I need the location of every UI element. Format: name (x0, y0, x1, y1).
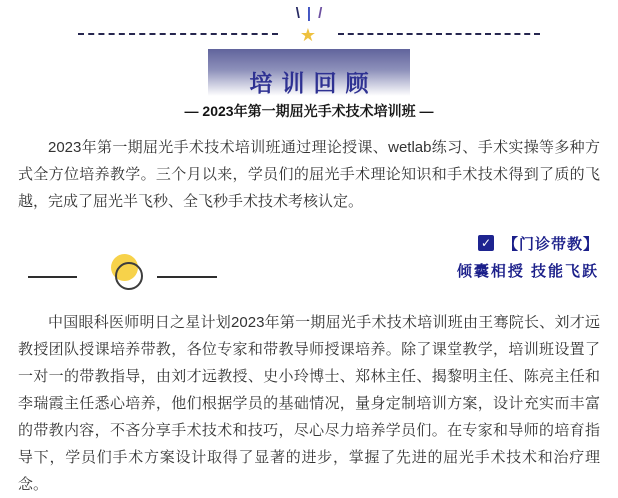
decoration-line-left (28, 276, 77, 278)
clinic-slogan: 倾囊相授 技能飞跃 (456, 263, 599, 280)
clinic-tag-row (457, 233, 599, 253)
clinic-tag-label: 【门诊带教】 (502, 235, 599, 253)
intro-paragraph: 2023年第一期屈光手术技术培训班通过理论授课、wetlab练习、手术实操等多种方式全方位培养教学。三个月以来，学员们的屈光手术理论知识和手术技术得到了质的飞越，完成了屈光半飞秒、全飞秒手术技术考核认定。 (18, 139, 600, 210)
ring-circle-icon (115, 262, 143, 290)
page-title: 培训回顾 (249, 69, 378, 96)
clinic-teaching-band (0, 231, 618, 297)
dashed-line-right (338, 33, 540, 35)
detail-paragraph: 中国眼科医师明日之星计划2023年第一期屈光手术技术培训班由王骞院长、刘才远教授团队授课培养带教，各位专家和带教导师授课培养。除了课堂教学，培训班设置了一对一的带教指导，由刘才远教授、史小玲博士、郑林主任、揭黎明主任、陈亮主任和李瑞霞主任悉心培养，他们根据学员的基础情况，量身定制培训方案，设计充实而丰富的带教内容，不吝分享手术技术和技巧，尽心尽力培养学员们。在专家和导师的培育指导下，学员们手术方案设计取得了显著的进步，掌握了先进的屈光手术技术和治疗理念。 (18, 314, 600, 493)
ray-right-stroke: / (318, 5, 323, 22)
clinic-teaching-text (457, 233, 599, 281)
rays-decoration (0, 0, 618, 24)
star-icon: ★ (299, 25, 317, 45)
page-subtitle: — 2023年第一期屈光手术技术培训班 — (184, 103, 434, 119)
circle-line-decoration (0, 253, 230, 297)
checked-checkbox-icon: ✓ (478, 235, 494, 251)
star-divider (0, 25, 618, 45)
title-gradient-box (208, 49, 410, 96)
dashed-line-left (78, 33, 278, 35)
ray-left-stroke: \ (295, 5, 300, 22)
ray-middle-stroke: | (306, 5, 312, 22)
decoration-line-right (157, 276, 217, 278)
